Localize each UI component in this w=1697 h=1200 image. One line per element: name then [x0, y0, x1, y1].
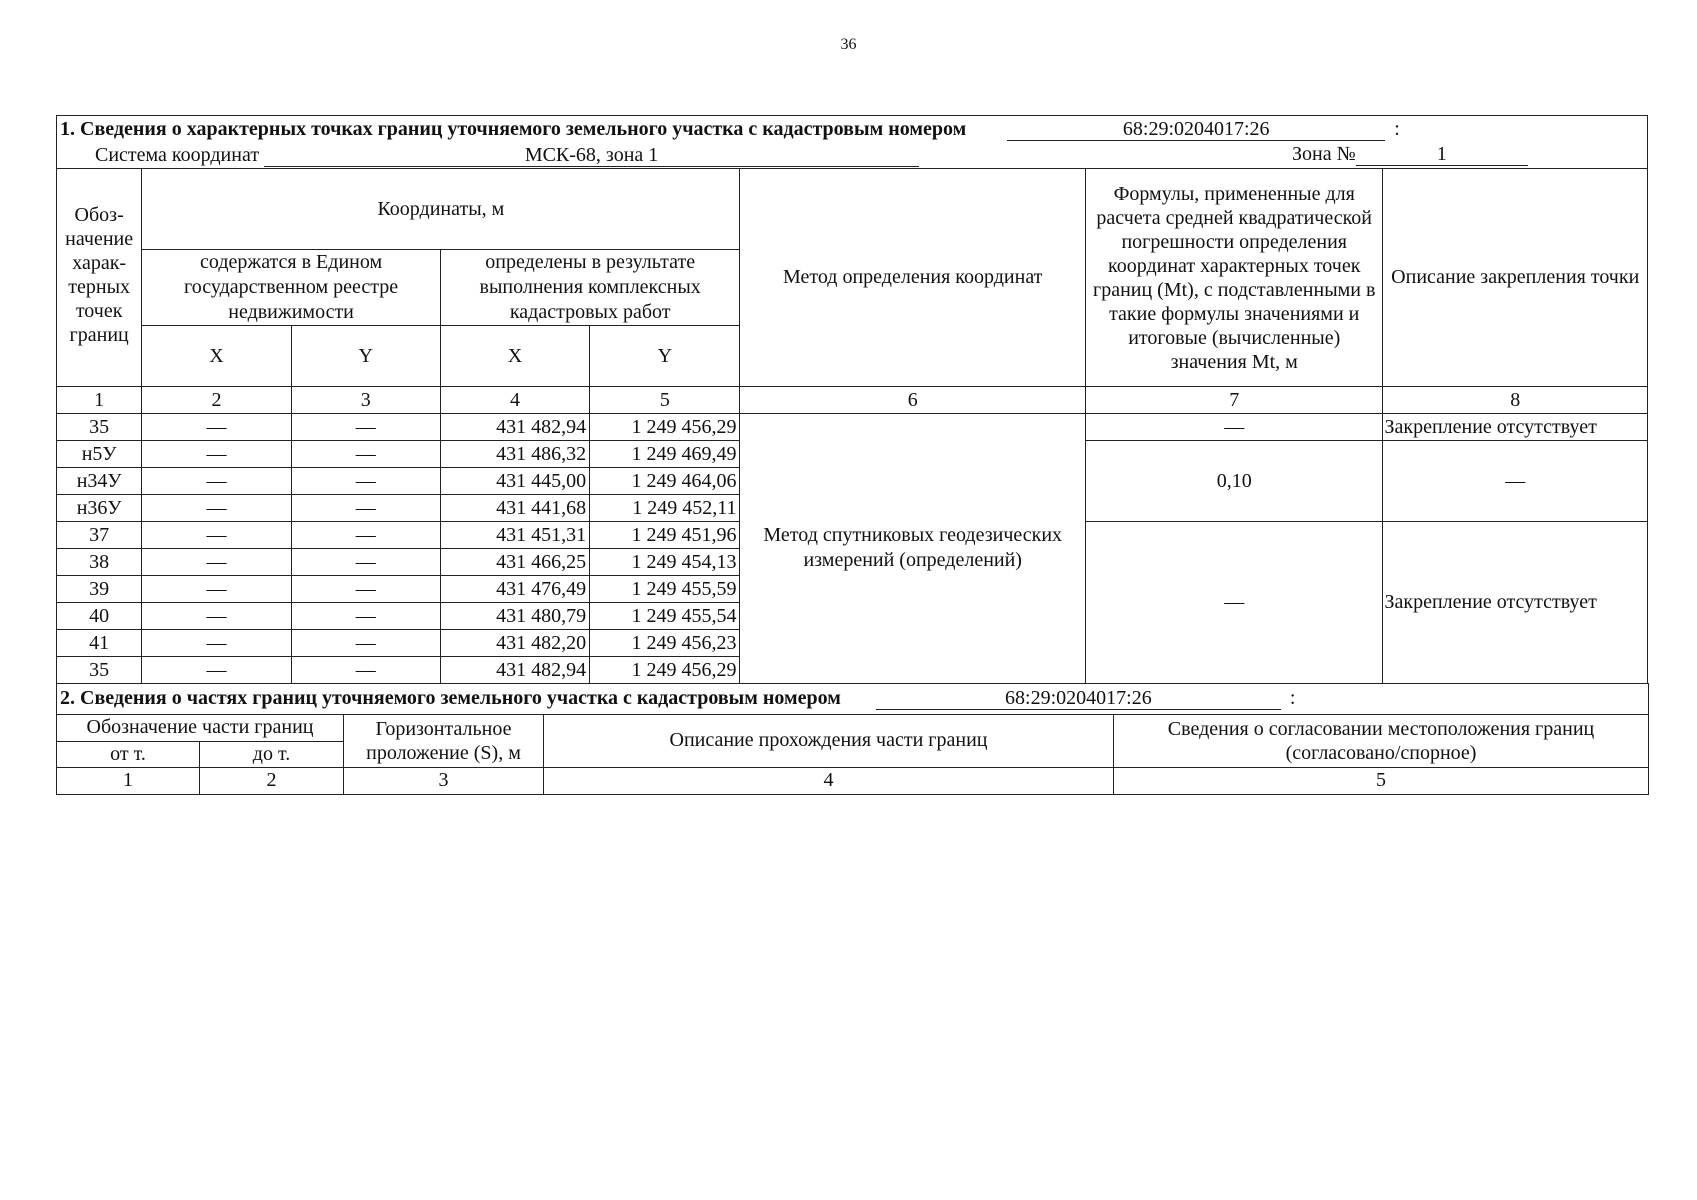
col-number: 5	[590, 387, 740, 414]
coord-system-label: Система координат	[95, 143, 260, 166]
col-number: 2	[200, 767, 344, 794]
col-number: 1	[57, 767, 200, 794]
description-header: Описание прохождения части границ	[544, 714, 1114, 767]
col-number: 4	[544, 767, 1114, 794]
x-egrn: —	[142, 603, 291, 630]
point-name: н36У	[57, 495, 142, 522]
point-name: 35	[57, 657, 142, 684]
zone-label: Зона №	[1292, 143, 1356, 165]
section2-title-row	[57, 683, 1649, 714]
y-value: 1 249 454,13	[590, 549, 740, 576]
y-egrn-header: Y	[291, 326, 440, 387]
x-egrn: —	[142, 522, 291, 549]
document-sheet	[56, 115, 1648, 795]
y-egrn: —	[291, 441, 440, 468]
section2-colon: :	[1289, 687, 1296, 709]
agreement-header: Сведения о согласовании местоположения границ (согласовано/спорное)	[1114, 714, 1649, 767]
x-value: 431 441,68	[440, 495, 589, 522]
table-row	[57, 414, 1648, 441]
from-header: от т.	[57, 741, 200, 767]
mt-value: 0,10	[1085, 441, 1383, 522]
x-egrn-header: X	[142, 326, 291, 387]
x-value: 431 480,79	[440, 603, 589, 630]
col-number: 3	[291, 387, 440, 414]
to-header: до т.	[200, 741, 344, 767]
coord-system-value: МСК-68, зона 1	[264, 144, 919, 167]
part-designation-header: Обозначение части границ	[57, 714, 344, 741]
fixing-bottom: Закрепление отсутствует	[1383, 522, 1648, 684]
y-value: 1 249 451,96	[590, 522, 740, 549]
x-egrn: —	[142, 657, 291, 684]
x-egrn: —	[142, 441, 291, 468]
y-value: 1 249 456,23	[590, 630, 740, 657]
col-number: 2	[142, 387, 291, 414]
zone-value: 1	[1356, 143, 1528, 166]
x-value: 431 482,20	[440, 630, 589, 657]
y-value: 1 249 464,06	[590, 468, 740, 495]
formulas-header: Формулы, примененные для расчета средней квадратической погрешности определения координат характерных точек границ (Mt), с подставленными в такие формулы значениями и итоговые (вычисленные) значения Mt, м	[1085, 169, 1383, 387]
y-value: 1 249 452,11	[590, 495, 740, 522]
coordinates-header: Координаты, м	[142, 169, 740, 250]
section2-cadastral-number: 68:29:0204017:26	[876, 687, 1281, 710]
x-egrn: —	[142, 414, 291, 441]
col-number: 1	[57, 387, 142, 414]
point-name: 38	[57, 549, 142, 576]
mt-value-bottom: —	[1085, 522, 1383, 684]
x-value: 431 445,00	[440, 468, 589, 495]
x-value: 431 451,31	[440, 522, 589, 549]
point-name: 37	[57, 522, 142, 549]
point-name: 39	[57, 576, 142, 603]
section2-title: 2. Сведения о частях границ уточняемого земельного участка с кадастровым номером	[60, 687, 841, 709]
x-egrn: —	[142, 630, 291, 657]
x-complex-header: X	[440, 326, 589, 387]
designation-header: Обоз- начение харак- терных точек границ	[57, 169, 142, 387]
y-value: 1 249 456,29	[590, 414, 740, 441]
section1-colon: :	[1394, 117, 1400, 140]
y-complex-header: Y	[590, 326, 740, 387]
fixing-top: Закрепление отсутствует	[1383, 414, 1648, 441]
col-number: 5	[1114, 767, 1649, 794]
fixing-header: Описание закрепления точки	[1383, 169, 1648, 387]
x-egrn: —	[142, 549, 291, 576]
col-number: 6	[740, 387, 1085, 414]
page-number: 36	[840, 36, 857, 53]
section1-title-row	[57, 116, 1648, 143]
x-egrn: —	[142, 468, 291, 495]
x-egrn: —	[142, 495, 291, 522]
horizontal-header: Горизонтальное проложение (S), м	[344, 714, 544, 767]
mt-value-top: —	[1085, 414, 1383, 441]
y-value: 1 249 455,59	[590, 576, 740, 603]
parts-table	[56, 683, 1649, 795]
y-egrn: —	[291, 522, 440, 549]
coord-system-row	[57, 142, 1648, 169]
y-value: 1 249 469,49	[590, 441, 740, 468]
x-value: 431 486,32	[440, 441, 589, 468]
x-value: 431 482,94	[440, 657, 589, 684]
points-table	[56, 115, 1648, 684]
y-egrn: —	[291, 414, 440, 441]
x-value: 431 466,25	[440, 549, 589, 576]
x-value: 431 482,94	[440, 414, 589, 441]
y-egrn: —	[291, 549, 440, 576]
y-egrn: —	[291, 495, 440, 522]
section1-cadastral-number: 68:29:0204017:26	[1007, 118, 1385, 141]
y-egrn: —	[291, 657, 440, 684]
col-number: 7	[1085, 387, 1383, 414]
point-name: 35	[57, 414, 142, 441]
point-name: 41	[57, 630, 142, 657]
y-value: 1 249 456,29	[590, 657, 740, 684]
fixing-mid: —	[1383, 441, 1648, 522]
y-value: 1 249 455,54	[590, 603, 740, 630]
col-number: 3	[344, 767, 544, 794]
egrn-header: содержатся в Едином государственном реестре недвижимости	[142, 250, 441, 326]
complex-header: определены в результате выполнения комплексных кадастровых работ	[440, 250, 740, 326]
point-name: н34У	[57, 468, 142, 495]
point-name: 40	[57, 603, 142, 630]
point-name: н5У	[57, 441, 142, 468]
x-value: 431 476,49	[440, 576, 589, 603]
x-egrn: —	[142, 576, 291, 603]
method-value: Метод спутниковых геодезических измерений (определений)	[740, 414, 1085, 684]
y-egrn: —	[291, 468, 440, 495]
method-header: Метод определения координат	[740, 169, 1085, 387]
col-number: 8	[1383, 387, 1648, 414]
section1-title: 1. Сведения о характерных точках границ уточняемого земельного участка с кадастровым номером	[60, 117, 967, 140]
col-number: 4	[440, 387, 589, 414]
y-egrn: —	[291, 576, 440, 603]
y-egrn: —	[291, 603, 440, 630]
y-egrn: —	[291, 630, 440, 657]
